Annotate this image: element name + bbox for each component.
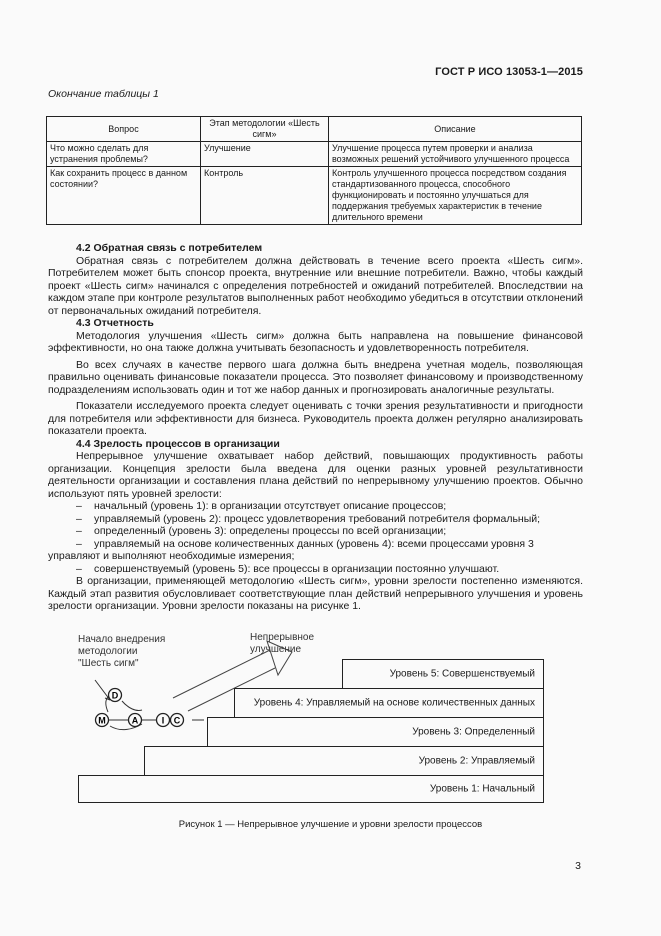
- maturity-level-2: Уровень 2: Управляемый: [144, 746, 544, 776]
- maturity-level-5: Уровень 5: Совершенствуемый: [342, 659, 544, 689]
- dmaic-letter-c: C: [173, 715, 181, 726]
- figure-caption: Рисунок 1 — Непрерывное улучшение и уровни зрелости процессов: [178, 819, 483, 830]
- dmaic-letter-i: I: [161, 715, 165, 726]
- table-row: [47, 142, 582, 167]
- dmaic-letter-m: M: [98, 715, 106, 726]
- list-dash: –: [76, 500, 82, 512]
- list-dash: –: [76, 562, 82, 575]
- list-item-continuation: управляют и выполняют необходимые измерения;: [48, 550, 295, 562]
- paragraph: Показатели исследуемого проекта следует оценивать с точки зрения результативности и пригодности для потребителя или эффективности для бизнеса. Руководитель проекта должен регулярно анализировать показатели проекта.: [48, 400, 583, 437]
- list-dash: –: [76, 525, 82, 537]
- list-item: – совершенствуемый (уровень 5): все процессы в организации постоянно улучшают.: [76, 562, 500, 575]
- paragraph: Во всех случаях в качестве первого шага должна быть внедрена учетная модель, позволяющая правильно оценивать финансовые показатели процесса. Это позволяет финансовому и производственному подразделениям использовать один и тот же набор данных и прогнозировать аналогичные результаты.: [48, 358, 583, 396]
- table-cell: Контроль: [201, 167, 329, 225]
- document-body: [48, 242, 583, 613]
- list-item: – начальный (уровень 1): в организации отсутствует описание процессов;: [76, 500, 447, 512]
- paragraph: Непрерывное улучшение охватывает набор действий, повышающих продуктивность работы организации. Концепция зрелости была введена для оценки разных уровней результативности деятельности организации и составления плана действий по непрерывному улучшению проектов. Обычно используют пять уровней зрелости:: [48, 450, 583, 500]
- column-header-description: Описание: [329, 117, 582, 142]
- page-number: 3: [575, 860, 581, 872]
- table-cell: Контроль улучшенного процесса посредством создания стандартизованного процесса, способного функционировать и постоянно улучшаться для поддержания требуемых характеристик в течение длительного времени: [329, 167, 582, 225]
- paragraph: Методология улучшения «Шесть сигм» должна быть направлена на повышение финансовой эффективности, но она также должна учитывать безопасность и удовлетворенность потребителя.: [48, 329, 583, 354]
- section-heading-4-2: 4.2 Обратная связь с потребителем: [76, 242, 263, 254]
- column-header-stage: Этап методологии «Шесть сигм»: [201, 117, 329, 142]
- column-header-question: Вопрос: [47, 117, 201, 142]
- table-header-row: [47, 117, 582, 142]
- methodology-table: [46, 116, 582, 225]
- list-item: – управляемый (уровень 2): процесс удовлетворения требований потребителя формальный;: [76, 512, 541, 525]
- list-item: – определенный (уровень 3): определены процессы по всей организации;: [76, 525, 447, 537]
- table-caption: Окончание таблицы 1: [48, 88, 159, 100]
- maturity-level-3: Уровень 3: Определенный: [207, 717, 544, 747]
- table-row: [47, 167, 582, 225]
- table-cell: Улучшение: [201, 142, 329, 167]
- section-heading-4-4: 4.4 Зрелость процессов в организации: [76, 437, 280, 450]
- maturity-figure: [60, 628, 560, 808]
- list-dash: –: [76, 537, 82, 550]
- standard-header: ГОСТ Р ИСО 13053-1—2015: [435, 66, 583, 78]
- table-cell: Что можно сделать для устранения проблемы?: [47, 142, 201, 167]
- section-heading-4-3: 4.3 Отчетность: [76, 317, 154, 329]
- dmaic-letter-a: A: [131, 715, 139, 726]
- maturity-level-1: Уровень 1: Начальный: [78, 775, 544, 803]
- paragraph: В организации, применяющей методологию «Шесть сигм», уровни зрелости постепенно изменяются. Каждый этап развития обусловливает соответствующие план действий непрерывного улучшения и уровень зрелости организации. Уровни зрелости показаны на рисунке 1.: [48, 575, 583, 612]
- list-dash: –: [76, 512, 82, 525]
- paragraph: Обратная связь с потребителем должна действовать в течение всего проекта «Шесть сигм». Потребителем может быть спонсор проекта, внутренние или внешние потребители. Важно, чтобы каждый проект «Шесть сигм» начинался с определения потребностей и ожиданий потребителей. Впоследствии на каждом этапе при контроле результатов выполненных работ необходимо убедиться в отсутствии отклонений от первоначальных ожиданий потребителя.: [48, 254, 583, 317]
- table-cell: Улучшение процесса путем проверки и анализа возможных решений устойчивого улучшенного процесса: [329, 142, 582, 167]
- continuous-improvement-label: Непрерывное улучшение: [250, 632, 315, 655]
- list-item: – управляемый на основе количественных данных (уровень 4): всеми процессами уровня 3: [76, 537, 534, 550]
- start-label: Начало внедрения методологии "Шесть сигм": [78, 634, 166, 669]
- table-cell: Как сохранить процесс в данном состоянии?: [47, 167, 201, 225]
- dmaic-letter-d: D: [111, 690, 119, 701]
- maturity-level-4: Уровень 4: Управляемый на основе количественных данных: [234, 688, 544, 718]
